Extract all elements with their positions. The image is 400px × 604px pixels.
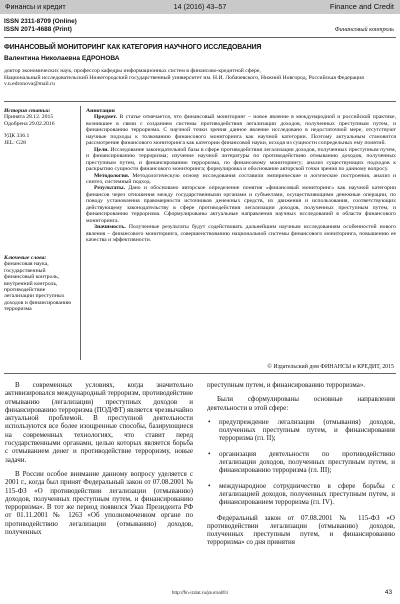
divider	[4, 101, 396, 102]
body-column-right	[207, 381, 395, 553]
bullet-icon: •	[208, 449, 211, 458]
body-paragraph: преступным путем, и финансированию терроризма».	[207, 381, 366, 389]
affiliation-institution: Национальный исследовательский Нижегородский государственный университет им. Н.И. Лобачевского, Нижний Новгород, Российская Федерация	[4, 74, 364, 81]
list-item: • организация деятельности по противодействию легализации доходов, полученных преступным путем, и финансированию терроризма (гл. III);	[208, 449, 395, 475]
abstract-subject: Предмет. В статье отмечается, что финансовый мониторинг – новое явление в международной и российской практике, возникшее в связи с созданием системы противодействия легализации доходов, полученных преступным путем, и финансированию терроризма. С научной точки зрения данное явление исследовано в недостаточной мере, отсутствуют научные подходы к толкованию финансового мониторинга как научной категории. Поэтому актуальным становится рассмотрение финансового мониторинга как категории финансовой науки, исходя из сущности сопредельных ему понятий.	[86, 114, 397, 147]
article-author: Валентина Николаевна ЕДРОНОВА	[4, 55, 120, 62]
approved-date: Одобрена 29.02.2016	[4, 120, 55, 127]
udc-code: УДК 336.1	[4, 133, 30, 140]
abstract-methods: Методология. Методологическую основу исследования составили эмпирические и логические построения, анализ и синтез, системный подход.	[86, 172, 397, 185]
body-column-left	[5, 381, 193, 542]
bullet-icon: •	[208, 481, 211, 490]
section-rubric: Финансовый контроль	[334, 26, 394, 33]
article-title: ФИНАНСОВЫЙ МОНИТОРИНГ КАК КАТЕГОРИЯ НАУЧНОГО ИССЛЕДОВАНИЯ	[4, 44, 262, 51]
jel-code: JEL: G28	[4, 139, 26, 146]
journal-url[interactable]: http://fin-izdat.ru/journal/fc/	[171, 591, 229, 596]
issn-online: ISSN 2311-8709 (Online)	[4, 18, 77, 25]
running-header	[0, 0, 400, 14]
abstract	[86, 108, 396, 244]
page-number: 43	[384, 589, 392, 596]
author-email[interactable]: v.n.edronova@mail.ru	[4, 81, 55, 88]
divider	[4, 373, 396, 374]
column-divider	[80, 106, 81, 360]
abstract-significance: Значимость. Полученные результаты будут содействовать дальнейшим научным исследованиям особенностей нового явления – финансового мониторинга, совершенствованию национальной системы финансового мониторинга, повышению ее качества и эффективности.	[86, 224, 397, 244]
divider	[4, 37, 396, 38]
bullet-icon: •	[208, 417, 211, 426]
article-history	[4, 108, 76, 146]
copyright-notice: © Издательский дом ФИНАНСЫ и КРЕДИТ, 2015	[267, 364, 394, 370]
body-paragraph: Федеральный закон от 07.08.2001 № 115-ФЗ «О противодействии легализации (отмыванию) доходов, полученных преступным путем, и финансированию терроризма» со дня принятия	[207, 513, 395, 547]
affiliation-position: доктор экономических наук, профессор кафедры информационных систем в финансово-кредитной сфере,	[4, 68, 261, 74]
abstract-results: Результаты. Дано и обосновано авторское определение понятия «финансовый мониторинг» как научной категории финансов через отношения между государственными органами и субъектами, осуществляющими денежные операции, по поводу установления правомерности источников денежных средств, их движения и использования, соответствующих действующему законодательству в сфере противодействия легализации доходов, полученных преступным путем, и финансированию терроризма. Сформулированы актуальные направления научных исследований в области финансового мониторинга.	[86, 185, 397, 224]
received-date: Принята 28.12. 2015	[4, 114, 54, 121]
keywords-text: финансовая наука, государственный финансовый контроль, внутренний контроль, противодействие легализации преступных доходов и финансированию терроризма	[4, 261, 72, 313]
issue-info: 14 (2016) 43–57	[173, 2, 227, 11]
journal-name-en: Finance and Credit	[329, 2, 394, 11]
body-paragraph: Были сформулированы основные направления деятельности в этой сфере:	[207, 395, 395, 412]
author-affiliation	[4, 68, 396, 88]
journal-name-ru: Финансы и кредит	[5, 2, 66, 11]
issn-print: ISSN 2071-4688 (Print)	[4, 26, 72, 33]
keywords-heading: Ключевые слова:	[4, 255, 47, 261]
list-item: • международное сотрудничество в сфере борьбы с легализацией доходов, полученных преступным путем, и финансированием терроризма (гл. IV).	[208, 481, 395, 507]
abstract-heading: Аннотация	[86, 108, 115, 114]
body-paragraph: В России особое внимание данному вопросу уделяется с 2001 г., когда был принят Федеральный закон от 07.08.2001 № 115-ФЗ «О противодействии легализации (отмыванию) доходов, полученных преступным путем, и финансированию терроризма». В тот же период появился Указ Президента РФ от 01.11.2001 № 1263 «Об уполномоченном органе по противодействию легализации (отмыванию) доходов, полученных	[5, 469, 193, 537]
abstract-goals: Цели. Исследование законодательной базы в сфере противодействия легализации доходов, полученных преступным путем, и финансированию терроризма; изучение научной литературы по противодействию отмыванию доходов, полученных преступным путем, и финансированию терроризма, по финансовому мониторингу; анализ существующих подходов к раскрытию сущности финансового мониторинга; формулировка и обоснование авторской точки зрения по данному вопросу.	[86, 146, 397, 173]
list-item: • предупреждение легализации (отмывания) доходов, полученных преступным путем, и финансирования терроризма (гл. II);	[208, 417, 395, 443]
history-heading: История статьи:	[4, 108, 51, 114]
body-paragraph: В современных условиях, когда значительно активизировался международный терроризм, противодействие отмыванию (легализации) преступных доходов и финансированию терроризма (ПОД/ФТ) является чрезвычайно актуальной проблемой. В преступной деятельности используются все более изощренные способы, базирующиеся на современных технологиях, что ставит перед государственными органами, целью которых является борьба с отмыванием денег и противодействие терроризму, новые задачи.	[5, 381, 193, 464]
directions-list	[207, 418, 395, 507]
keywords-block	[4, 255, 76, 313]
